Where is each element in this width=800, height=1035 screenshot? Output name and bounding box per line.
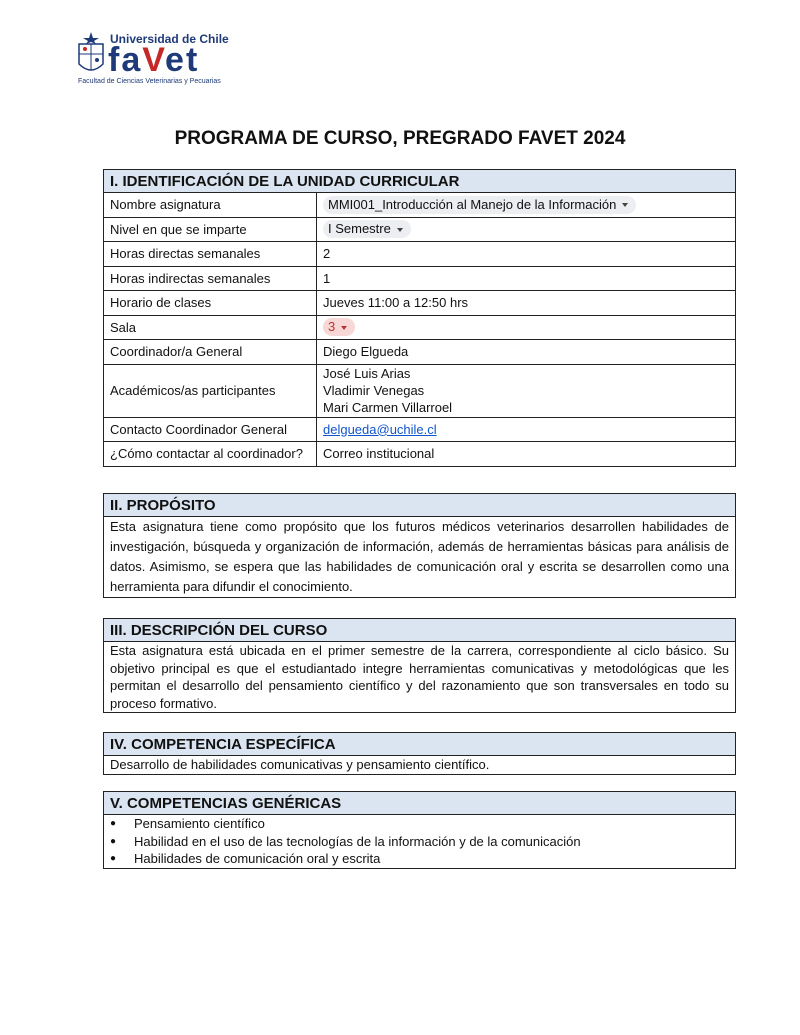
row-label: Horas directas semanales bbox=[104, 242, 317, 267]
academic-name: José Luis Arias bbox=[323, 366, 411, 381]
section-header: V. COMPETENCIAS GENÉRICAS bbox=[104, 792, 736, 815]
row-label: Coordinador/a General bbox=[104, 340, 317, 365]
list-item: ● Habilidades de comunicación oral y escrita bbox=[110, 850, 729, 868]
row-label: Sala bbox=[104, 315, 317, 340]
specific-competence-text: Desarrollo de habilidades comunicativas y pensamiento científico. bbox=[104, 756, 736, 775]
row-value: Jueves 11:00 a 12:50 hrs bbox=[317, 291, 736, 316]
identification-table bbox=[103, 169, 736, 467]
row-label: Horario de clases bbox=[104, 291, 317, 316]
row-label: Contacto Coordinador General bbox=[104, 417, 317, 442]
section-header: III. DESCRIPCIÓN DEL CURSO bbox=[104, 619, 736, 642]
row-label: Horas indirectas semanales bbox=[104, 266, 317, 291]
coordinator-email-link[interactable]: delgueda@uchile.cl bbox=[323, 421, 437, 437]
row-label: Nombre asignatura bbox=[104, 193, 317, 218]
brand-wordmark: faVet bbox=[108, 41, 200, 79]
faculty-logo bbox=[76, 28, 229, 90]
level-dropdown[interactable]: I Semestre bbox=[323, 220, 411, 238]
chevron-down-icon bbox=[622, 203, 628, 207]
chevron-down-icon bbox=[397, 228, 403, 232]
row-value: 2 bbox=[317, 242, 736, 267]
generic-competences-list-cell bbox=[104, 815, 736, 869]
university-seal-icon bbox=[76, 30, 106, 80]
row-value: Correo institucional bbox=[317, 442, 736, 467]
row-value bbox=[317, 364, 736, 417]
specific-competence-table bbox=[103, 732, 736, 775]
faculty-name: Facultad de Ciencias Veterinarias y Pecuarias bbox=[78, 78, 221, 85]
description-text: Esta asignatura está ubicada en el primer semestre de la carrera, correspondiente al ciclo básico. Su objetivo principal es que el estudiantado integre herramientas comunicativas y metodológicas que les permitan el desarrollo del pensamiento científico y del razonamiento que son transversales en todo su proceso formativo. bbox=[104, 642, 736, 713]
section-header: I. IDENTIFICACIÓN DE LA UNIDAD CURRICULAR bbox=[104, 170, 736, 193]
row-label: Académicos/as participantes bbox=[104, 364, 317, 417]
purpose-table bbox=[103, 493, 736, 598]
row-value: Diego Elgueda bbox=[317, 340, 736, 365]
academic-name: Mari Carmen Villarroel bbox=[323, 400, 453, 415]
row-value bbox=[317, 417, 736, 442]
section-header: IV. COMPETENCIA ESPECÍFICA bbox=[104, 733, 736, 756]
purpose-text: Esta asignatura tiene como propósito que los futuros médicos veterinarios desarrollen habilidades de investigación, búsqueda y organización de información, además de herramientas básicas para análisis de datos. Asimismo, se espera que las habilidades de comunicación oral y escrita se desarrollen como una herramienta para difundir el conocimiento. bbox=[104, 517, 736, 598]
generic-competences-table bbox=[103, 791, 736, 869]
row-label: Nivel en que se imparte bbox=[104, 217, 317, 242]
row-value bbox=[317, 193, 736, 218]
section-header: II. PROPÓSITO bbox=[104, 494, 736, 517]
row-value: 1 bbox=[317, 266, 736, 291]
subject-dropdown[interactable]: MMI001_Introducción al Manejo de la Información bbox=[323, 196, 636, 214]
list-item: ● Pensamiento científico bbox=[110, 815, 729, 833]
row-value bbox=[317, 217, 736, 242]
academic-name: Vladimir Venegas bbox=[323, 383, 425, 398]
university-name: Universidad de Chile bbox=[110, 32, 229, 46]
row-label: ¿Cómo contactar al coordinador? bbox=[104, 442, 317, 467]
generic-competences-list bbox=[110, 815, 729, 868]
chevron-down-icon bbox=[341, 326, 347, 330]
description-table bbox=[103, 618, 736, 713]
page-title: PROGRAMA DE CURSO, PREGRADO FAVET 2024 bbox=[174, 128, 626, 149]
list-item: ● Habilidad en el uso de las tecnologías de la información y de la comunicación bbox=[110, 833, 729, 851]
room-dropdown[interactable]: 3 bbox=[323, 318, 355, 336]
row-value bbox=[317, 315, 736, 340]
